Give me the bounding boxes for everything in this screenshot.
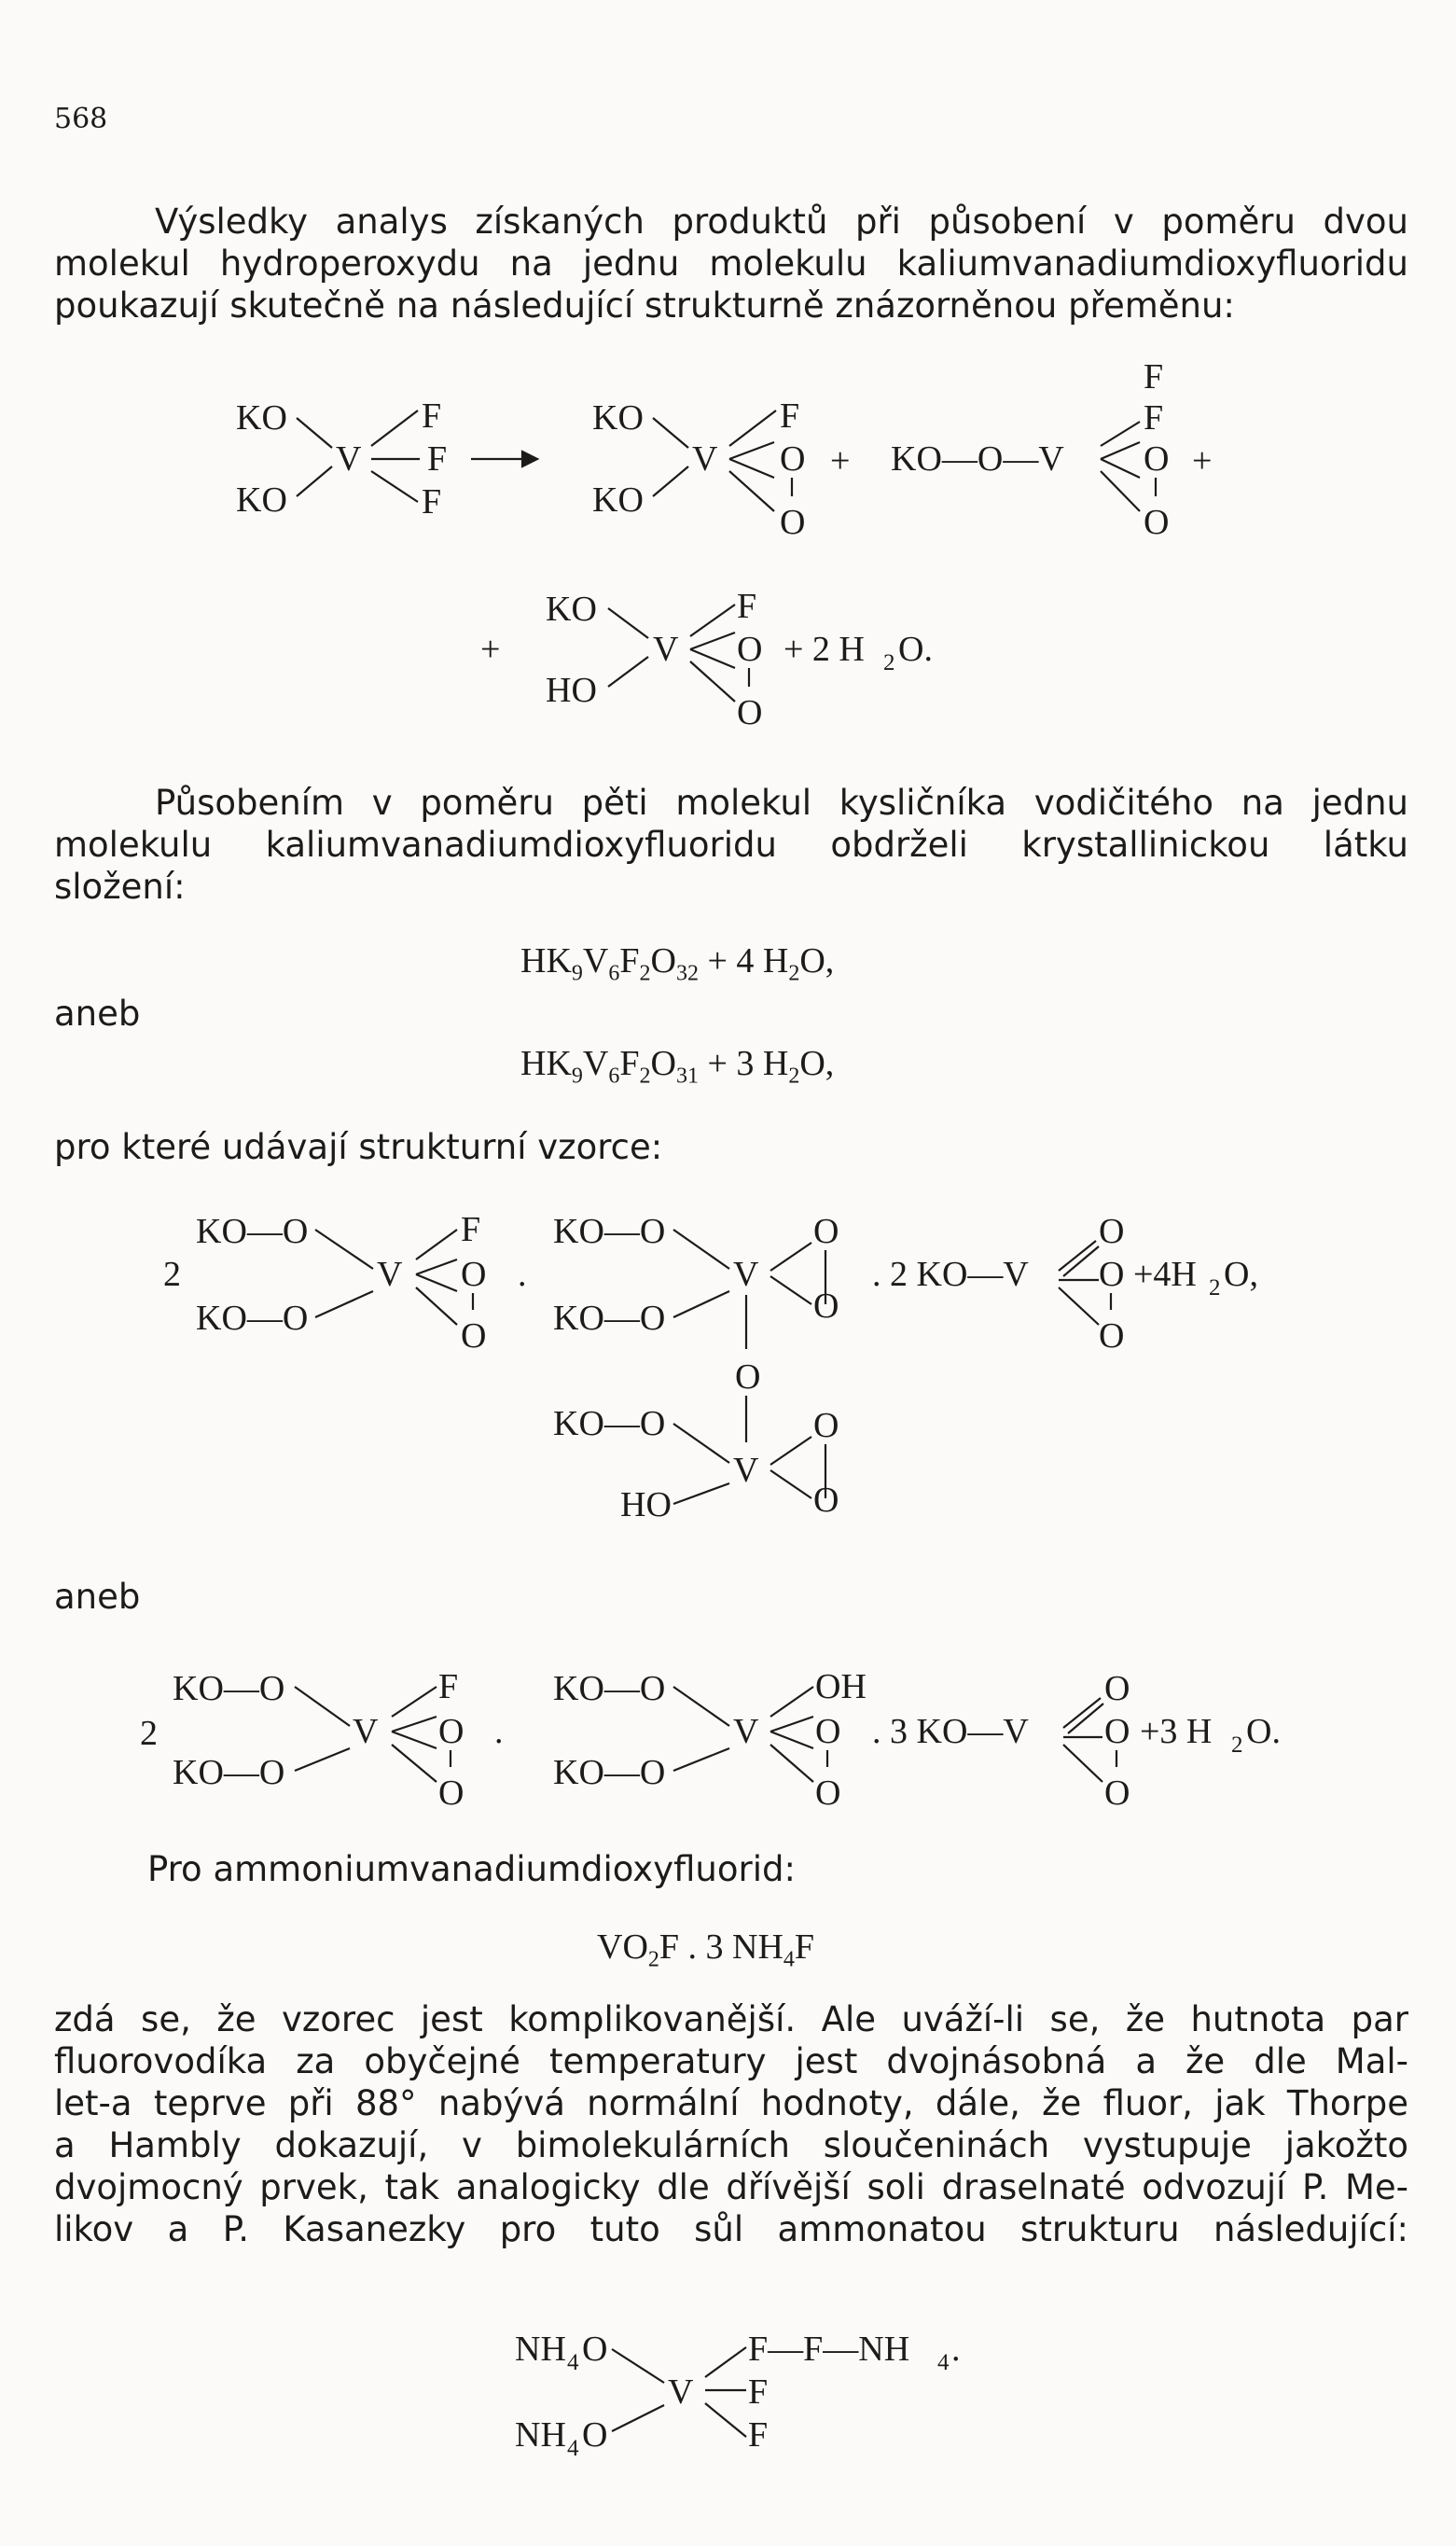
chem-label: O <box>582 2415 608 2455</box>
chem-label: KO <box>236 398 287 438</box>
chem-label: O <box>813 1406 839 1445</box>
connector-aneb: aneb <box>54 994 141 1034</box>
chem-label: HO <box>620 1485 672 1524</box>
chem-label: O <box>813 1481 839 1520</box>
chem-label: KO—O—V <box>891 439 1064 479</box>
chem-label: KO—O <box>553 1669 666 1708</box>
chem-label: . <box>518 1255 527 1294</box>
chem-label: NH <box>515 2415 566 2455</box>
chem-label: F <box>780 397 800 436</box>
chem-label: +4H <box>1133 1255 1197 1294</box>
chem-label: O <box>438 1774 465 1813</box>
chem-label: O <box>813 1212 839 1251</box>
chem-label: O, <box>1224 1255 1258 1294</box>
chem-label: O <box>780 439 806 479</box>
page-number: 568 <box>54 103 108 135</box>
chem-label: V <box>353 1712 379 1751</box>
chem-label: . <box>494 1712 504 1751</box>
text-line: poukazují skutečně na následující strukturně znázorněnou přeměnu: <box>54 285 1235 326</box>
chem-label: KO—O <box>553 1753 666 1792</box>
formula-3: $VO_2F$ . 3 $NH_4F$ <box>597 1927 815 1972</box>
chem-label: O. <box>1246 1712 1281 1751</box>
chem-label: 2 <box>140 1714 158 1753</box>
chem-label: V <box>733 1712 759 1751</box>
chem-label: O <box>461 1255 487 1294</box>
chem-label: KO <box>592 398 644 438</box>
chem-label: HO <box>546 671 597 710</box>
chem-label: KO—O <box>553 1212 666 1251</box>
chem-label: O <box>1144 439 1170 479</box>
chem-label: . 3 KO—V <box>872 1712 1029 1751</box>
chem-label: V <box>733 1451 759 1490</box>
chem-label: KO <box>546 590 597 629</box>
chem-label: O <box>1099 1255 1125 1294</box>
chem-label: 4 <box>567 2436 579 2461</box>
paragraph-third <box>54 1998 1408 2250</box>
chem-label: KO—O <box>173 1753 285 1792</box>
chem-label: F <box>427 439 448 479</box>
text-line: let-a teprve při 88° nabývá normální hodnoty, dále, že fluor, jak Thorpe <box>54 2083 1408 2123</box>
chem-label: F—F—NH <box>748 2330 910 2369</box>
chem-label: O <box>1099 1316 1125 1356</box>
chem-label: + <box>830 441 851 480</box>
chem-label: F <box>1144 398 1164 438</box>
chem-label: +3 H <box>1140 1712 1213 1751</box>
formula-1: $HK_9V_6F_2O_{32} + 4$ $H_2O$, <box>520 941 835 986</box>
chem-label: O <box>815 1774 841 1813</box>
chem-label: + <box>480 630 501 669</box>
chem-label: O <box>737 693 763 732</box>
text-line: Výsledky analys získaných produktů při působení v poměru dvou <box>155 202 1408 242</box>
text-line: molekulu kaliumvanadiumdioxyfluoridu obdrželi krystallinickou látku <box>54 825 1408 865</box>
chem-label: KO—O <box>553 1404 666 1443</box>
chem-label: F <box>1144 357 1164 397</box>
chem-label: V <box>653 630 679 669</box>
text-line: dvojmocný prvek, tak analogicky dle dřívější soli draselnaté odvozují P. Me- <box>54 2167 1408 2207</box>
chem-label: V <box>692 439 718 479</box>
chem-label: 4 <box>937 2350 950 2375</box>
chem-label: F <box>422 397 442 436</box>
paragraph-intro <box>54 201 1408 327</box>
chem-label: + <box>1192 441 1213 480</box>
chem-label: O. <box>898 630 933 669</box>
chem-label: O <box>1104 1669 1130 1708</box>
chem-label: O <box>1099 1212 1125 1251</box>
chem-label: O <box>1144 503 1170 542</box>
chem-label: 2 <box>1209 1275 1221 1301</box>
chem-label: 2 <box>163 1255 181 1294</box>
chem-label: F <box>438 1667 459 1706</box>
chem-label: F <box>748 2415 769 2455</box>
chem-label: V <box>377 1255 403 1294</box>
chem-label: F <box>737 587 757 626</box>
chem-label: V <box>668 2372 694 2412</box>
chem-label: O <box>438 1712 465 1751</box>
chem-label: O <box>1104 1712 1130 1751</box>
chem-label: KO—O <box>196 1299 309 1338</box>
formula-2: $HK_9V_6F_2O_{31} + 3$ $H_2O$, <box>520 1044 835 1089</box>
pro-ammon: Pro ammoniumvanadiumdioxyfluorid: <box>147 1849 796 1889</box>
chem-label: . <box>951 2330 961 2369</box>
text-line: a Hambly dokazují, v bimolekulárních sloučeninách vystupuje jakožto <box>54 2125 1408 2165</box>
chem-label: 2 <box>883 650 895 675</box>
chem-label: V <box>336 439 362 479</box>
chem-label: 4 <box>567 2350 579 2375</box>
chem-label: KO <box>236 480 287 520</box>
chem-label: KO—O <box>196 1212 309 1251</box>
chem-label: O <box>582 2330 608 2369</box>
text-line: molekul hydroperoxydu na jednu molekulu kaliumvanadiumdioxyfluoridu <box>54 243 1408 284</box>
pro-ktere: pro které udávají strukturní vzorce: <box>54 1127 663 1167</box>
chem-label: F <box>422 482 442 522</box>
chem-label: O <box>1104 1774 1130 1813</box>
text-line: Působením v poměru pěti molekul kysličníka vodičitého na jednu <box>155 783 1408 823</box>
chem-label: O <box>815 1712 841 1751</box>
chem-label: O <box>737 630 763 669</box>
text-line: složení: <box>54 867 186 907</box>
chem-label: OH <box>815 1667 867 1706</box>
chem-label: 2 <box>1231 1732 1243 1758</box>
chem-label: KO—O <box>173 1669 285 1708</box>
chem-label: F <box>461 1210 481 1249</box>
text-line: zdá se, že vzorec jest komplikovanější. Ale uváží-li se, že hutnota par <box>54 1999 1408 2039</box>
chem-label: V <box>733 1255 759 1294</box>
chem-label: F <box>748 2372 769 2412</box>
text-line: fluorovodíka za obyčejné temperatury jest dvojnásobná a že dle Mal- <box>54 2041 1408 2081</box>
chem-label: O <box>461 1316 487 1356</box>
chem-label: NH <box>515 2330 566 2369</box>
chem-label: . 2 KO—V <box>872 1255 1029 1294</box>
paragraph-second <box>54 782 1408 908</box>
text-line: likov a P. Kasanezky pro tuto sůl ammonatou strukturu následující: <box>54 2209 1408 2249</box>
chem-label: KO—O <box>553 1299 666 1338</box>
chem-label: KO <box>592 480 644 520</box>
chem-label: O <box>780 503 806 542</box>
connector-aneb-2: aneb <box>54 1577 141 1617</box>
chem-label: + 2 H <box>783 630 865 669</box>
chem-label: O <box>813 1287 839 1326</box>
chem-label: O <box>735 1357 761 1397</box>
